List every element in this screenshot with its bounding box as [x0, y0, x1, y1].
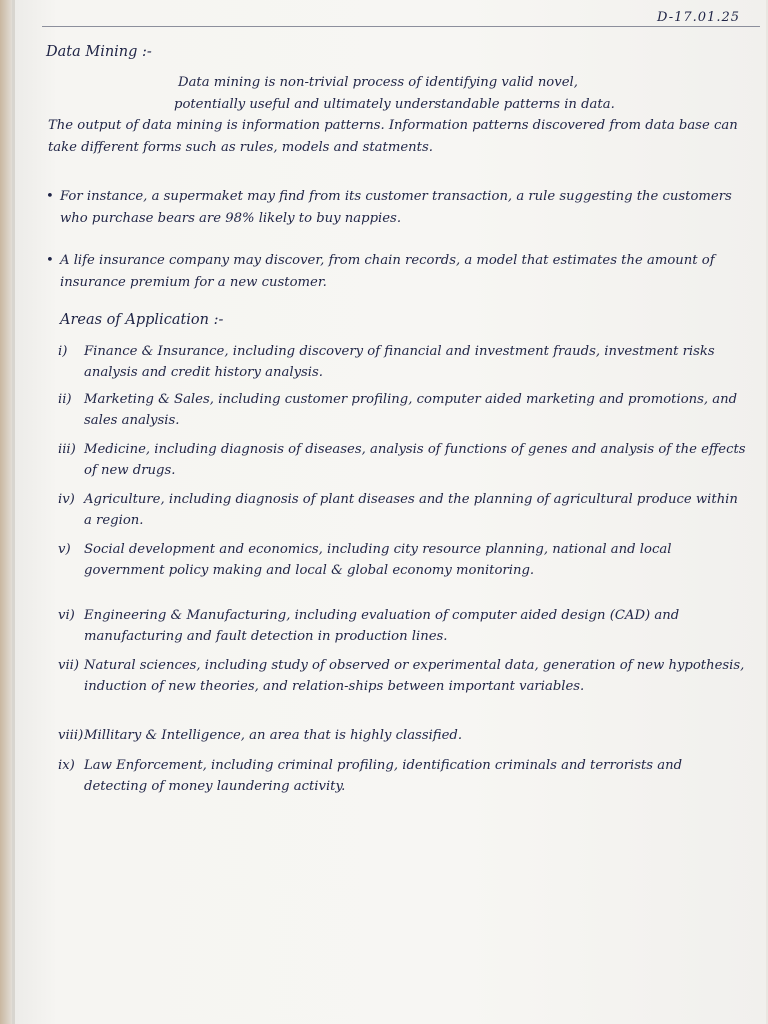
intro-paragraph — [48, 72, 738, 158]
area-item — [58, 342, 748, 383]
page-date: D-17.01.25 — [657, 10, 740, 25]
area-text: Finance & Insurance, including discovery of financial and investment frauds, investment risks analysis and credit history analysis. — [84, 344, 715, 380]
notebook-binding — [0, 0, 12, 1024]
area-item — [58, 726, 748, 747]
area-item — [58, 490, 748, 531]
area-text: Millitary & Intelligence, an area that is highly classified. — [84, 728, 463, 743]
area-item — [58, 606, 748, 647]
page-title: Data Mining :- — [46, 44, 152, 60]
bullet-mark: • — [46, 253, 54, 268]
intro-line-2: potentially useful and ultimately understandable patterns in data. — [174, 96, 615, 112]
area-text: Social development and economics, including city resource planning, national and local government policy making and local & global economy monitoring. — [84, 542, 672, 578]
area-number: iv) — [58, 492, 75, 507]
area-item — [58, 540, 748, 581]
area-item — [58, 656, 748, 697]
area-text: Natural sciences, including study of observed or experimental data, generation of new hypothesis, induction of new theories, and relation-ships between important variables. — [84, 658, 745, 694]
bullet-text: A life insurance company may discover, from chain records, a model that estimates the amount of insurance premium for a new customer. — [60, 253, 715, 290]
bullet-mark: • — [46, 189, 54, 204]
top-margin-line — [42, 26, 760, 27]
area-item — [58, 440, 748, 481]
area-number: vi) — [58, 608, 75, 623]
area-number: viii) — [58, 728, 84, 743]
area-text: Marketing & Sales, including customer profiling, computer aided marketing and promotions, and sales analysis. — [84, 392, 738, 428]
intro-rest: The output of data mining is information patterns. Information patterns discovered from data base can take different forms such as rules, models and statments. — [48, 118, 738, 155]
area-number: vii) — [58, 658, 80, 673]
areas-heading: Areas of Application :- — [60, 312, 224, 328]
area-number: ix) — [58, 758, 75, 773]
area-number: ii) — [58, 392, 72, 407]
bullet-item — [46, 186, 736, 229]
bullet-item — [46, 250, 736, 293]
area-number: i) — [58, 344, 68, 359]
area-text: Agriculture, including diagnosis of plant diseases and the planning of agricultural produce within a region. — [84, 492, 738, 528]
area-text: Medicine, including diagnosis of diseases, analysis of functions of genes and analysis of the effects of new drugs. — [84, 442, 746, 478]
area-text: Engineering & Manufacturing, including evaluation of computer aided design (CAD) and manufacturing and fault detection in production lines. — [84, 608, 680, 644]
intro-line-1: Data mining is non-trivial process of identifying valid novel, — [178, 75, 578, 90]
area-number: v) — [58, 542, 71, 557]
bullet-text: For instance, a supermaket may find from its customer transaction, a rule suggesting the customers who purchase bears are 98% likely to buy nappies. — [60, 189, 732, 226]
area-number: iii) — [58, 442, 76, 457]
area-item — [58, 390, 748, 431]
area-text: Law Enforcement, including criminal profiling, identification criminals and terrorists and detecting of money laundering activity. — [84, 758, 683, 794]
area-item — [58, 756, 748, 797]
